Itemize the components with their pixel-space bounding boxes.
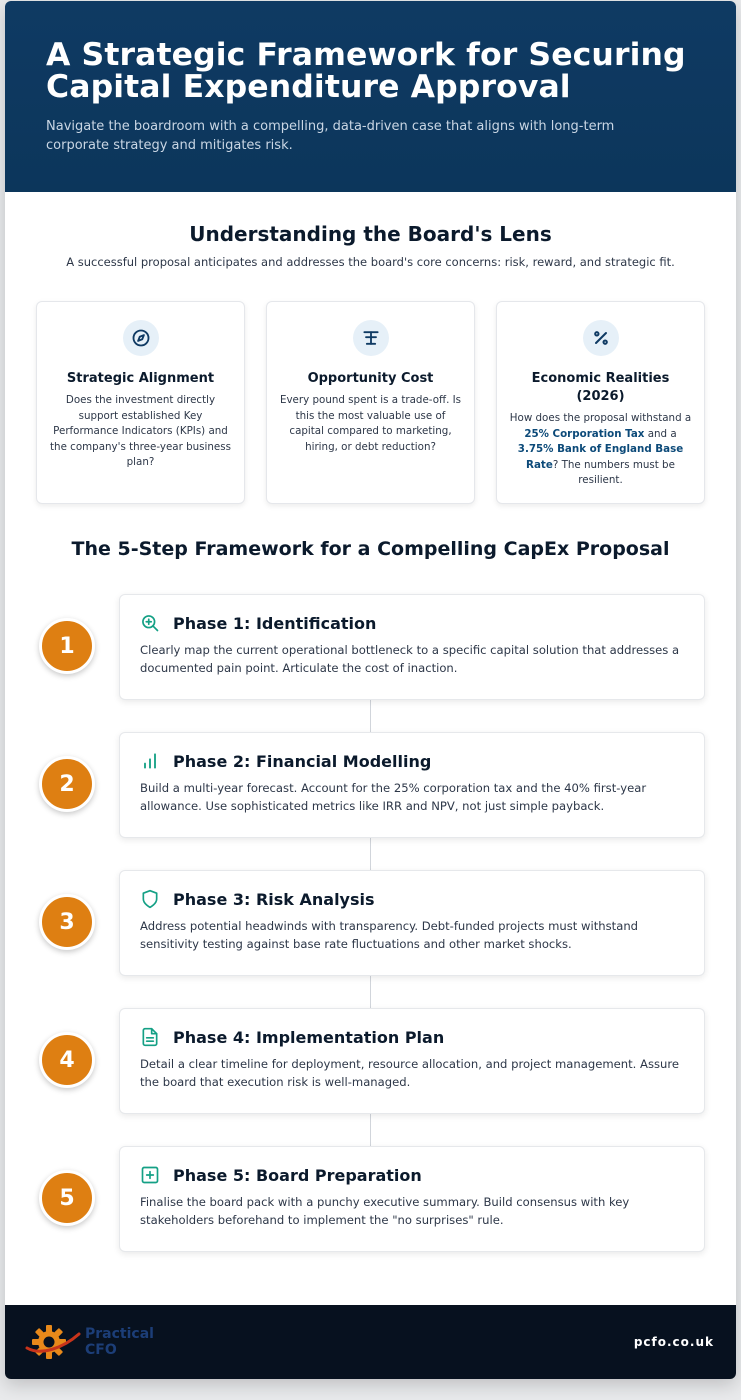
card-title: Opportunity Cost bbox=[307, 371, 434, 386]
card-strategic-alignment bbox=[36, 301, 245, 504]
phase-title: Phase 5: Board Preparation bbox=[173, 1165, 422, 1185]
connector-line bbox=[370, 700, 371, 732]
compass-icon bbox=[123, 320, 159, 356]
search-plus-icon bbox=[140, 613, 160, 633]
step-number-5: 5 bbox=[39, 1170, 95, 1226]
card-body: Every pound spent is a trade-off. Is this the most valuable use of capital compared to marketing, hiring, or debt reduction? bbox=[279, 394, 462, 453]
infographic-page bbox=[5, 1, 736, 1379]
footer-bar bbox=[5, 1305, 736, 1379]
lens-title: Understanding the Board's Lens bbox=[189, 222, 552, 246]
card-body-text: and a bbox=[644, 427, 677, 440]
card-body: Does the investment directly support established Key Performance Indicators (KPIs) and the company's three-year business plan? bbox=[50, 394, 231, 468]
step-number-4: 4 bbox=[39, 1032, 95, 1088]
phase-title: Phase 1: Identification bbox=[173, 613, 377, 633]
percent-icon bbox=[583, 320, 619, 356]
card-economic-realities bbox=[496, 301, 705, 504]
lens-subtitle: A successful proposal anticipates and addresses the board's core concerns: risk, reward, and strategic fit. bbox=[66, 255, 675, 269]
card-title: Strategic Alignment bbox=[66, 371, 215, 386]
plus-square-icon bbox=[140, 1165, 160, 1185]
phase-description: Build a multi-year forecast. Account for the 25% corporation tax and the 40% first-year allowance. Use sophisticated metrics like IRR and NPV, not just simple payback. bbox=[140, 781, 647, 813]
hero-banner bbox=[5, 1, 736, 192]
phase-title: Phase 3: Risk Analysis bbox=[173, 889, 375, 909]
practical-cfo-logo[interactable] bbox=[25, 1324, 154, 1360]
page-title: A Strategic Framework for Securing Capital Expenditure Approval bbox=[46, 37, 686, 105]
board-lens-section bbox=[5, 192, 736, 269]
phase-title: Phase 2: Financial Modelling bbox=[173, 751, 432, 771]
concern-cards bbox=[5, 269, 736, 509]
card-opportunity-cost bbox=[266, 301, 475, 504]
gear-logo-icon bbox=[25, 1324, 81, 1360]
step-number-3: 3 bbox=[39, 894, 95, 950]
phase-card-board-preparation bbox=[119, 1146, 705, 1252]
logo-line-2: CFO bbox=[85, 1342, 117, 1358]
logo-line-1: Practical bbox=[85, 1326, 154, 1342]
card-body-text: How does the proposal withstand a bbox=[509, 412, 692, 424]
framework-title: The 5-Step Framework for a Compelling CapEx Proposal bbox=[71, 538, 670, 560]
scale-icon bbox=[353, 320, 389, 356]
step-number-2: 2 bbox=[39, 756, 95, 812]
card-body-text: ? The numbers must be resilient. bbox=[552, 458, 675, 486]
card-title: Economic Realities (2026) bbox=[531, 371, 670, 404]
page-subtitle: Navigate the boardroom with a compelling, data-driven case that aligns with long-term corporate strategy and mitigates risk. bbox=[46, 119, 615, 153]
phase-description: Address potential headwinds with transparency. Debt-funded projects must withstand sensitivity testing against base rate fluctuations and other market shocks. bbox=[140, 919, 639, 951]
phase-description: Clearly map the current operational bottleneck to a specific capital solution that addresses a documented pain point. Articulate the cost of inaction. bbox=[140, 643, 680, 675]
document-icon bbox=[140, 1027, 160, 1047]
shield-icon bbox=[140, 889, 160, 909]
step-number-1: 1 bbox=[39, 618, 95, 674]
phase-card-implementation-plan bbox=[119, 1008, 705, 1114]
connector-line bbox=[370, 1114, 371, 1146]
phase-card-financial-modelling bbox=[119, 732, 705, 838]
phase-description: Finalise the board pack with a punchy executive summary. Build consensus with key stakeholders beforehand to implement the "no surprises" rule. bbox=[140, 1195, 630, 1227]
phase-card-identification bbox=[119, 594, 705, 700]
card-body bbox=[509, 411, 692, 489]
connector-line bbox=[370, 976, 371, 1008]
phase-card-risk-analysis bbox=[119, 870, 705, 976]
connector-line bbox=[370, 838, 371, 870]
phase-title: Phase 4: Implementation Plan bbox=[173, 1027, 445, 1047]
bar-chart-icon bbox=[140, 751, 160, 771]
tax-highlight: 25% Corporation Tax bbox=[524, 427, 645, 440]
rate-highlight: 3.75% Bank of England Base Rate bbox=[517, 443, 684, 471]
website-link[interactable]: pcfo.co.uk bbox=[633, 1335, 714, 1349]
phase-description: Detail a clear timeline for deployment, resource allocation, and project management. Assure the board that execution risk is well-managed. bbox=[140, 1057, 680, 1089]
